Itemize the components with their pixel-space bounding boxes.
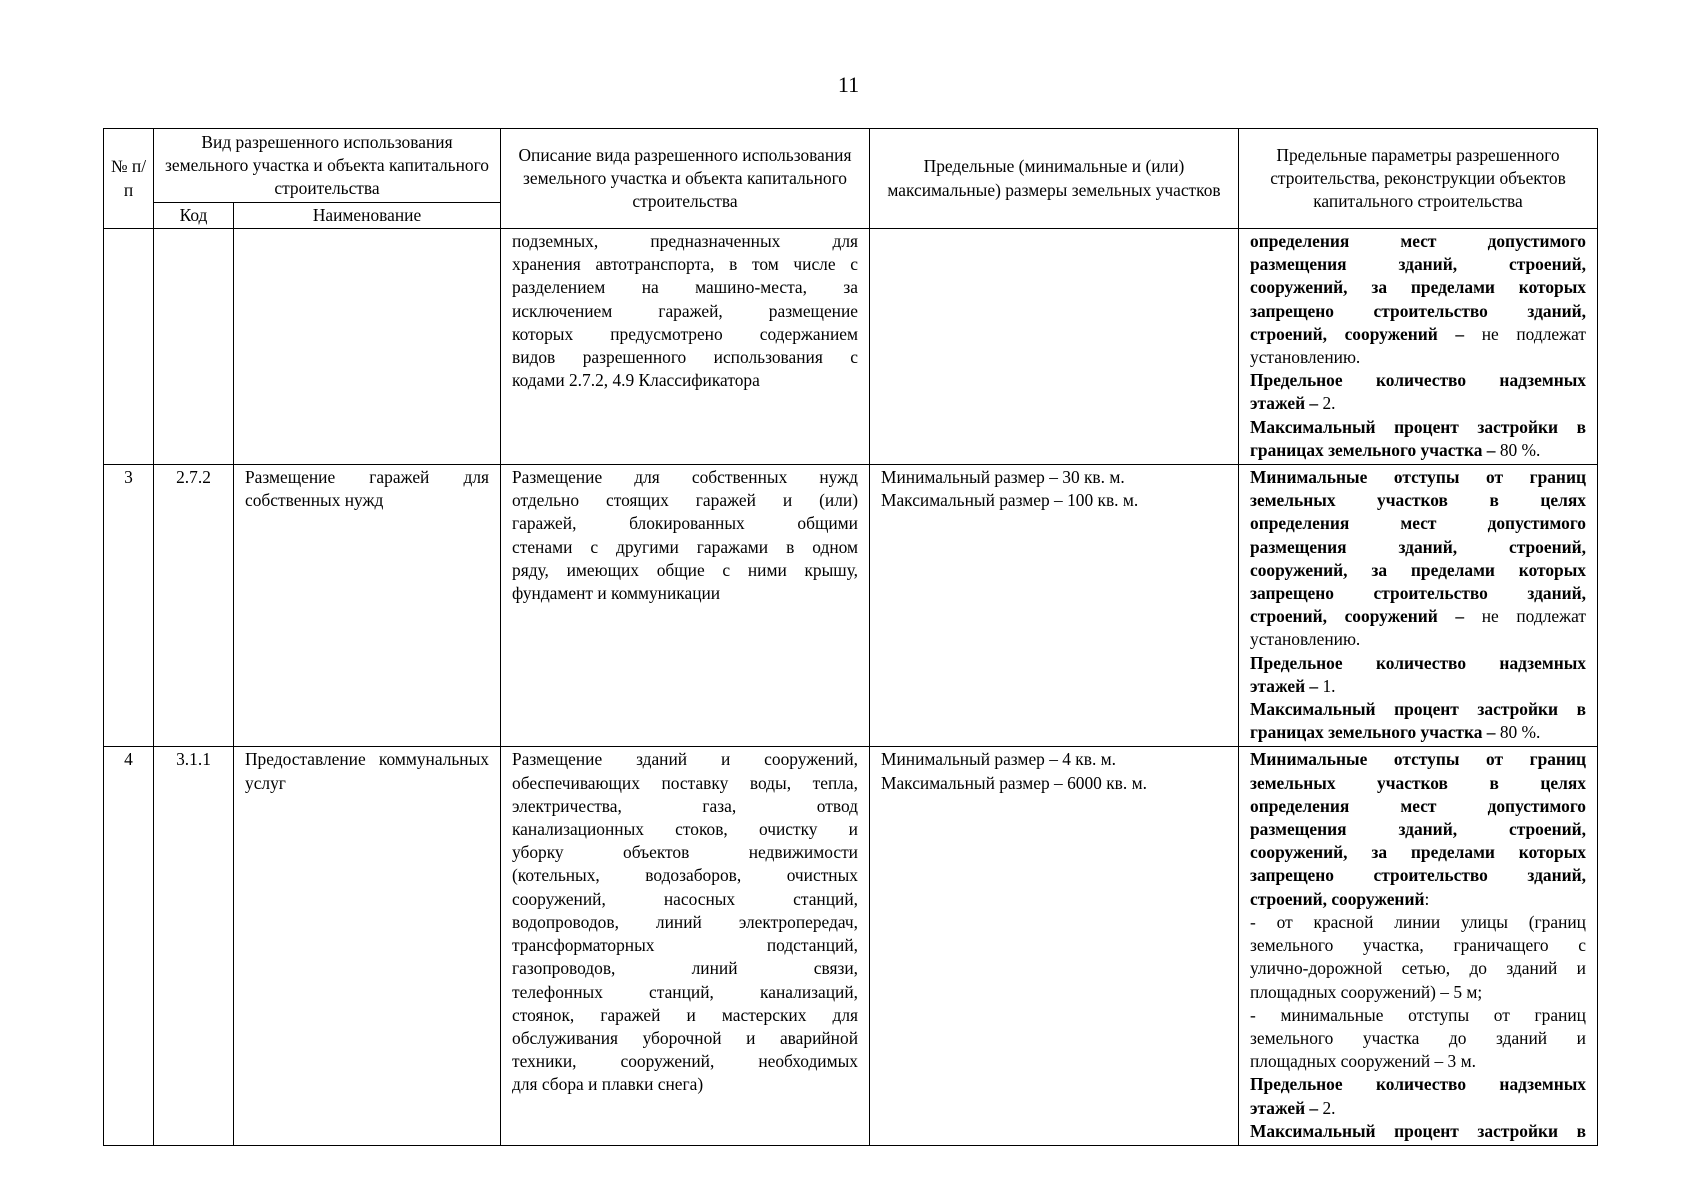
description-line: Размещение для собственных нужд (512, 467, 858, 488)
param-line (1250, 652, 1586, 675)
param-normal-text: 80 %. (1495, 722, 1541, 743)
param-normal-text: земельного участка до зданий и (1250, 1027, 1586, 1048)
param-normal-text: не подлежат (1464, 606, 1586, 627)
param-line (1250, 721, 1586, 744)
description-line: разделением на машино-места, за (512, 277, 858, 298)
param-line (1250, 1004, 1586, 1027)
description-line: для сбора и плавки снега) (512, 1074, 704, 1095)
param-normal-text: 80 %. (1495, 439, 1541, 460)
param-line (1250, 628, 1586, 651)
param-line (1250, 1073, 1586, 1096)
param-line (1250, 772, 1586, 795)
description-line: техники, сооружений, необходимых (512, 1051, 858, 1072)
row-number: 4 (104, 747, 154, 1145)
header-name: Наименование (234, 203, 501, 229)
param-bold-text: Предельное количество надземных (1250, 652, 1586, 673)
description-line: телефонных станций, канализаций, (512, 981, 858, 1002)
param-bold-text: Минимальные отступы от границ (1250, 467, 1586, 488)
param-line (1250, 466, 1586, 489)
param-bold-text: Предельное количество надземных (1250, 370, 1586, 391)
header-params: Предельные параметры разрешенного строительства, реконструкции объектов капитального строительства (1239, 129, 1598, 229)
param-normal-text: установлению. (1250, 347, 1361, 368)
param-normal-text: площадных сооружений – 3 м. (1250, 1051, 1476, 1072)
param-bold-text: Максимальный процент застройки в (1250, 1120, 1586, 1141)
param-line (1250, 439, 1586, 462)
param-normal-text: - минимальные отступы от границ (1250, 1004, 1586, 1025)
param-line (1250, 675, 1586, 698)
description-line: хранения автотранспорта, в том числе с (512, 254, 858, 275)
param-normal-text: - от красной линии улицы (границ (1250, 911, 1586, 932)
param-line (1250, 346, 1586, 369)
param-normal-text: улично-дорожной сетью, до зданий и (1250, 958, 1586, 979)
param-line (1250, 276, 1586, 299)
param-line (1250, 864, 1586, 887)
param-line (1250, 1027, 1586, 1050)
description-line: гаражей, блокированных общими (512, 513, 858, 534)
page-number: 11 (837, 72, 860, 97)
param-line (1250, 323, 1586, 346)
param-line (1250, 369, 1586, 392)
row-number: 3 (104, 465, 154, 747)
param-normal-text: 1. (1318, 675, 1336, 696)
size-line: Максимальный размер – 6000 кв. м. (881, 772, 1147, 793)
param-line (1250, 489, 1586, 512)
param-line (1250, 253, 1586, 276)
param-bold-text: Предельное количество надземных (1250, 1074, 1586, 1095)
param-line (1250, 1050, 1586, 1073)
param-normal-text: установлению. (1250, 629, 1361, 650)
param-bold-text: земельных участков в целях (1250, 490, 1586, 511)
param-normal-text: 2. (1318, 393, 1336, 414)
param-line (1250, 841, 1586, 864)
row-code: 2.7.2 (154, 465, 234, 747)
param-bold-text: запрещено строительство зданий, (1250, 300, 1586, 321)
description-line: газопроводов, линий связи, (512, 958, 858, 979)
row-code: 3.1.1 (154, 747, 234, 1145)
param-line (1250, 888, 1586, 911)
description-line: обслуживания уборочной и аварийной (512, 1027, 858, 1048)
param-line (1250, 512, 1586, 535)
param-line (1250, 818, 1586, 841)
param-line (1250, 957, 1586, 980)
size-line: Минимальный размер – 4 кв. м. (881, 749, 1116, 770)
param-bold-text: этажей – (1250, 1097, 1319, 1118)
param-bold-text: этажей – (1250, 675, 1319, 696)
param-bold-text: запрещено строительство зданий, (1250, 583, 1586, 604)
param-normal-text: 2. (1318, 1097, 1336, 1118)
description-line: Размещение зданий и сооружений, (512, 749, 858, 770)
param-line (1250, 559, 1586, 582)
row-description (501, 465, 870, 747)
table-header (104, 129, 1598, 229)
row-name (234, 229, 501, 465)
size-line: Минимальный размер – 30 кв. м. (881, 467, 1125, 488)
header-sizes: Предельные (минимальные и (или) максимальные) размеры земельных участков (870, 129, 1239, 229)
param-bold-text: Максимальный процент застройки в (1250, 416, 1586, 437)
description-line: электричества, газа, отвод (512, 795, 858, 816)
param-bold-text: строений, сооружений – (1250, 606, 1465, 627)
description-line: которых предусмотрено содержанием (512, 323, 858, 344)
param-line (1250, 795, 1586, 818)
param-line (1250, 392, 1586, 415)
param-bold-text: границах земельного участка – (1250, 439, 1496, 460)
row-description (501, 747, 870, 1145)
param-bold-text: запрещено строительство зданий, (1250, 865, 1586, 886)
param-normal-text: не подлежат (1464, 323, 1586, 344)
row-number (104, 229, 154, 465)
param-bold-text: сооружений, за пределами которых (1250, 559, 1586, 580)
land-use-table (103, 128, 1598, 1146)
table-body (104, 229, 1598, 1146)
size-line: Максимальный размер – 100 кв. м. (881, 490, 1139, 511)
param-line (1250, 748, 1586, 771)
param-normal-text: : (1424, 888, 1430, 909)
param-bold-text: определения мест допустимого (1250, 513, 1586, 534)
param-line (1250, 230, 1586, 253)
table-row (104, 465, 1598, 747)
description-line: исключением гаражей, размещение (512, 300, 858, 321)
param-bold-text: сооружений, за пределами которых (1250, 842, 1586, 863)
row-sizes (870, 747, 1239, 1145)
row-sizes (870, 229, 1239, 465)
param-normal-text: земельного участка, граничащего с (1250, 935, 1586, 956)
param-line (1250, 582, 1586, 605)
header-vid-group: Вид разрешенного использования земельного участка и объекта капитального строительства (154, 129, 501, 203)
row-params (1239, 229, 1598, 465)
row-params (1239, 747, 1598, 1145)
param-line (1250, 911, 1586, 934)
param-bold-text: Минимальные отступы от границ (1250, 749, 1586, 770)
param-line (1250, 416, 1586, 439)
param-bold-text: размещения зданий, строений, (1250, 254, 1586, 275)
description-line: обеспечивающих поставку воды, тепла, (512, 772, 858, 793)
row-description (501, 229, 870, 465)
header-description: Описание вида разрешенного использования земельного участка и объекта капитального строительства (501, 129, 870, 229)
param-normal-text: площадных сооружений) – 5 м; (1250, 981, 1483, 1002)
description-line: водопроводов, линий электропередач, (512, 911, 858, 932)
param-bold-text: строений, сооружений – (1250, 323, 1465, 344)
description-line: трансформаторных подстанций, (512, 935, 858, 956)
row-code (154, 229, 234, 465)
description-line: сооружений, насосных станций, (512, 888, 858, 909)
header-code: Код (154, 203, 234, 229)
param-bold-text: размещения зданий, строений, (1250, 819, 1586, 840)
param-bold-text: границах земельного участка – (1250, 722, 1496, 743)
description-line: стоянок, гаражей и мастерских для (512, 1004, 858, 1025)
param-line (1250, 1120, 1586, 1143)
description-line: подземных, предназначенных для (512, 231, 858, 251)
row-params (1239, 465, 1598, 747)
param-bold-text: Максимальный процент застройки в (1250, 699, 1586, 720)
param-bold-text: этажей – (1250, 393, 1319, 414)
description-line: (котельных, водозаборов, очистных (512, 865, 858, 886)
param-line (1250, 1097, 1586, 1120)
description-line: уборку объектов недвижимости (512, 842, 858, 863)
row-name: Размещение гаражей для собственных нужд (234, 465, 501, 747)
description-line: стенами с другими гаражами в одном (512, 536, 858, 557)
param-bold-text: строений, сооружений (1250, 888, 1425, 909)
description-line: ряду, имеющих общие с ними крышу, (512, 559, 858, 580)
table-row (104, 747, 1598, 1145)
param-bold-text: определения мест допустимого (1250, 231, 1586, 251)
param-bold-text: земельных участков в целях (1250, 772, 1586, 793)
row-name: Предоставление коммунальных услуг (234, 747, 501, 1145)
header-num: № п/п (104, 129, 154, 229)
description-line: фундамент и коммуникации (512, 583, 721, 604)
param-line (1250, 698, 1586, 721)
param-line (1250, 981, 1586, 1004)
description-line: видов разрешенного использования с (512, 347, 858, 368)
param-bold-text: размещения зданий, строений, (1250, 536, 1586, 557)
param-line (1250, 536, 1586, 559)
param-line (1250, 605, 1586, 628)
row-sizes (870, 465, 1239, 747)
description-line: кодами 2.7.2, 4.9 Классификатора (512, 370, 760, 391)
param-bold-text: определения мест допустимого (1250, 795, 1586, 816)
param-line (1250, 300, 1586, 323)
table-row (104, 229, 1598, 465)
description-line: отдельно стоящих гаражей и (или) (512, 490, 858, 511)
param-bold-text: сооружений, за пределами которых (1250, 277, 1586, 298)
description-line: канализационных стоков, очистку и (512, 819, 858, 840)
param-line (1250, 934, 1586, 957)
